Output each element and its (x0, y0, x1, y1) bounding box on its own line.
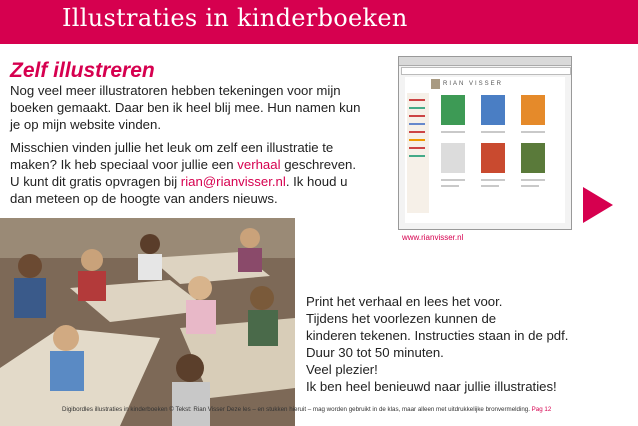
site-name: RIAN VISSER (443, 81, 504, 87)
intro-paragraph (10, 82, 390, 133)
site-nav (407, 93, 429, 213)
instruction-line: Ik ben heel benieuwd naar jullie illustraties! (306, 379, 557, 394)
page-title: Illustraties in kinderboeken (62, 4, 408, 32)
instruction-line: Duur 30 tot 50 minuten. (306, 345, 444, 360)
footer-text: Digibordles illustraties in kinderboeken © Tekst: Rian Visser Deze les – en stukken hieruit – mag worden gebruikt in de klas, maar alleen met uitdrukkelijke bronvermelding. (62, 406, 530, 413)
instruction-line: Tijdens het voorlezen kunnen de (306, 311, 497, 326)
book-cover (441, 95, 465, 125)
avatar (431, 79, 440, 89)
story-line (10, 156, 390, 173)
book-cover (481, 95, 505, 125)
book-cover (521, 95, 545, 125)
verhaal-link[interactable]: verhaal (237, 157, 281, 172)
footer (62, 406, 551, 413)
section-title: Zelf illustreren (10, 59, 155, 82)
story-line (10, 173, 390, 190)
story-paragraph (10, 139, 390, 207)
browser-toolbar (399, 57, 571, 66)
story-text: maken? Ik heb speciaal voor jullie een (10, 157, 238, 172)
story-line: Misschien vinden jullie het leuk om zelf een illustratie te (10, 140, 334, 155)
instruction-line: Veel plezier! (306, 362, 378, 377)
book-cover (481, 143, 505, 173)
browser-address-bar (401, 67, 571, 75)
header-bar (0, 0, 638, 44)
page-number: Pag 12 (531, 406, 552, 413)
email-link[interactable]: rian@rianvisser.nl (180, 174, 286, 189)
story-text: geschreven. (280, 157, 357, 172)
website-link[interactable]: www.rianvisser.nl (402, 233, 464, 242)
intro-line: boeken gemaakt. Daar ben ik heel blij mee. Hun namen kun (10, 100, 361, 115)
instructions-block (306, 293, 626, 395)
instruction-line: Print het verhaal en lees het voor. (306, 294, 503, 309)
next-arrow-icon[interactable] (583, 187, 613, 223)
classroom-photo (0, 218, 295, 426)
website-page (405, 77, 565, 223)
instruction-line: kinderen tekenen. Instructies staan in de pdf. (306, 328, 569, 343)
story-text: U kunt dit gratis opvragen bij (10, 174, 181, 189)
intro-line: Nog veel meer illustratoren hebben tekeningen voor mijn (10, 83, 341, 98)
website-screenshot[interactable] (398, 56, 572, 230)
story-text: . Ik houd u (285, 174, 348, 189)
intro-line: je op mijn website vinden. (10, 117, 162, 132)
book-cover (521, 143, 545, 173)
story-line: dan meteen op de hoogte van anders nieuws. (10, 191, 278, 206)
book-cover (441, 143, 465, 173)
